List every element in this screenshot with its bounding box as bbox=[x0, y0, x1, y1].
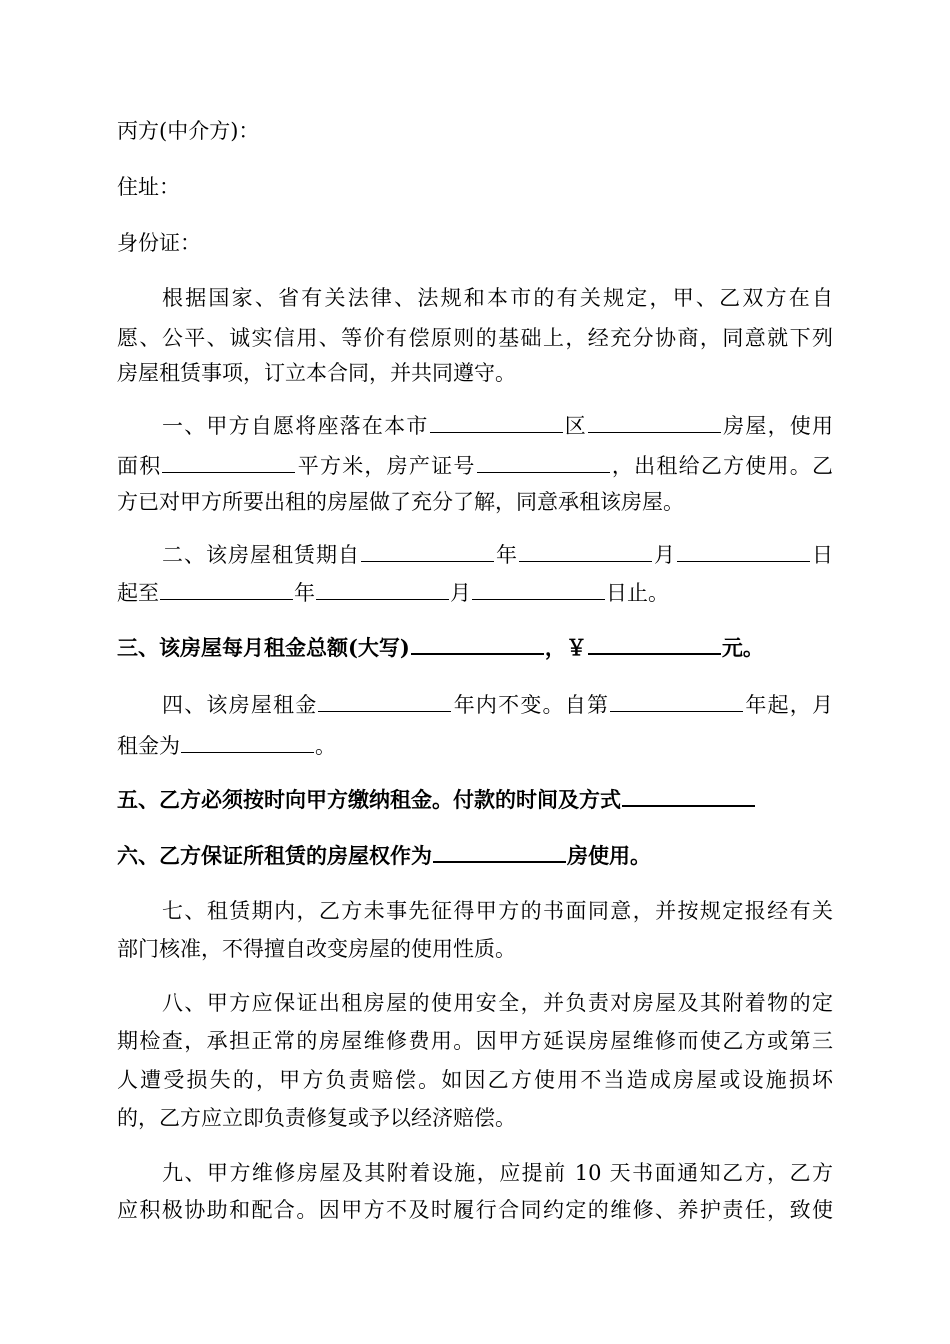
clause-3 bbox=[117, 633, 833, 663]
paragraph-line: 应积极协助和配合。因甲方不及时履行合同约定的维修、养护责任，致使 bbox=[117, 1198, 833, 1222]
blank-field[interactable] bbox=[588, 633, 721, 655]
blank-field[interactable] bbox=[162, 452, 295, 473]
clause-6 bbox=[117, 841, 833, 871]
clause-text: 三、该房屋每月租金总额(大写) bbox=[117, 635, 410, 660]
paragraph-line: 的，乙方应立即负责修复或予以经济赔偿。 bbox=[117, 1106, 516, 1130]
paragraph-line: 人遭受损失的，甲方负责赔偿。如因乙方使用不当造成房屋或设施损坏 bbox=[117, 1068, 833, 1092]
blank-field[interactable] bbox=[588, 412, 721, 433]
blank-field[interactable] bbox=[519, 541, 652, 562]
clause-text: 房屋，使用 bbox=[721, 414, 833, 438]
blank-field[interactable] bbox=[477, 452, 610, 473]
blank-field[interactable] bbox=[411, 633, 544, 655]
blank-field[interactable] bbox=[472, 579, 605, 600]
clause-text: 五、乙方必须按时向甲方缴纳租金。付款的时间及方式 bbox=[117, 787, 621, 812]
paragraph-line bbox=[117, 451, 833, 481]
paragraph-line: 部门核准，不得擅自改变房屋的使用性质。 bbox=[117, 937, 516, 961]
blank-field[interactable] bbox=[610, 691, 743, 712]
blank-field[interactable] bbox=[622, 785, 755, 807]
paragraph-line: 八、甲方应保证出租房屋的使用安全，并负责对房屋及其附着物的定 bbox=[162, 991, 833, 1015]
paragraph-line bbox=[117, 690, 833, 720]
clause-text: 年内不变。自第 bbox=[452, 693, 610, 717]
clause-text: 年 bbox=[294, 581, 315, 605]
clause-text: 区 bbox=[563, 414, 587, 438]
id-card-label: 身份证： bbox=[117, 231, 201, 255]
clause-text: 年起，月 bbox=[744, 693, 833, 717]
clause-text: 租金为 bbox=[117, 734, 180, 758]
clause-text: 二、该房屋租赁期自 bbox=[162, 543, 360, 567]
blank-field[interactable] bbox=[677, 541, 810, 562]
clause-text: ，出租给乙方使用。乙 bbox=[610, 454, 833, 478]
blank-field[interactable] bbox=[361, 541, 494, 562]
blank-field[interactable] bbox=[433, 841, 566, 863]
clause-5 bbox=[117, 785, 833, 815]
address-label: 住址： bbox=[117, 175, 180, 199]
paragraph-line bbox=[117, 540, 833, 570]
clause-text: 年 bbox=[495, 543, 518, 567]
clause-text: 平方米，房产证号 bbox=[296, 454, 476, 478]
paragraph-line: 根据国家、省有关法律、法规和本市的有关规定，甲、乙双方在自 bbox=[162, 286, 833, 310]
clause-text: 月 bbox=[450, 581, 471, 605]
paragraph-line bbox=[117, 731, 833, 761]
paragraph-line: 愿、公平、诚实信用、等价有偿原则的基础上，经充分协商，同意就下列 bbox=[117, 326, 833, 350]
clause-text: 六、乙方保证所租赁的房屋权作为 bbox=[117, 843, 432, 868]
clause-text: 房使用。 bbox=[567, 843, 651, 868]
blank-field[interactable] bbox=[160, 579, 293, 600]
clause-text: 。 bbox=[315, 734, 336, 758]
clause-text: 面积 bbox=[117, 454, 162, 478]
paragraph-line: 期检查，承担正常的房屋维修费用。因甲方延误房屋维修而使乙方或第三 bbox=[117, 1029, 833, 1053]
paragraph-line: 房屋租赁事项，订立本合同，并共同遵守。 bbox=[117, 361, 516, 385]
blank-field[interactable] bbox=[430, 412, 563, 433]
clause-text: 一、甲方自愿将座落在本市 bbox=[162, 414, 429, 438]
clause-text: 日 bbox=[811, 543, 833, 567]
party-c-label: 丙方(中介方)： bbox=[117, 119, 260, 143]
clause-text: ，￥ bbox=[544, 635, 587, 660]
clause-text: 日止。 bbox=[606, 581, 669, 605]
paragraph-line bbox=[117, 411, 833, 441]
clause-text: 元。 bbox=[721, 635, 764, 660]
paragraph-line bbox=[117, 578, 833, 608]
paragraph-line: 方已对甲方所要出租的房屋做了充分了解，同意承租该房屋。 bbox=[117, 490, 684, 514]
blank-field[interactable] bbox=[318, 691, 451, 712]
blank-field[interactable] bbox=[316, 579, 449, 600]
clause-text: 起至 bbox=[117, 581, 159, 605]
clause-text: 月 bbox=[653, 543, 676, 567]
blank-field[interactable] bbox=[181, 732, 314, 753]
clause-text: 四、该房屋租金 bbox=[162, 693, 318, 717]
paragraph-line: 七、租赁期内，乙方未事先征得甲方的书面同意，并按规定报经有关 bbox=[162, 899, 833, 923]
paragraph-line: 九、甲方维修房屋及其附着设施，应提前 10 天书面通知乙方，乙方 bbox=[162, 1161, 833, 1185]
